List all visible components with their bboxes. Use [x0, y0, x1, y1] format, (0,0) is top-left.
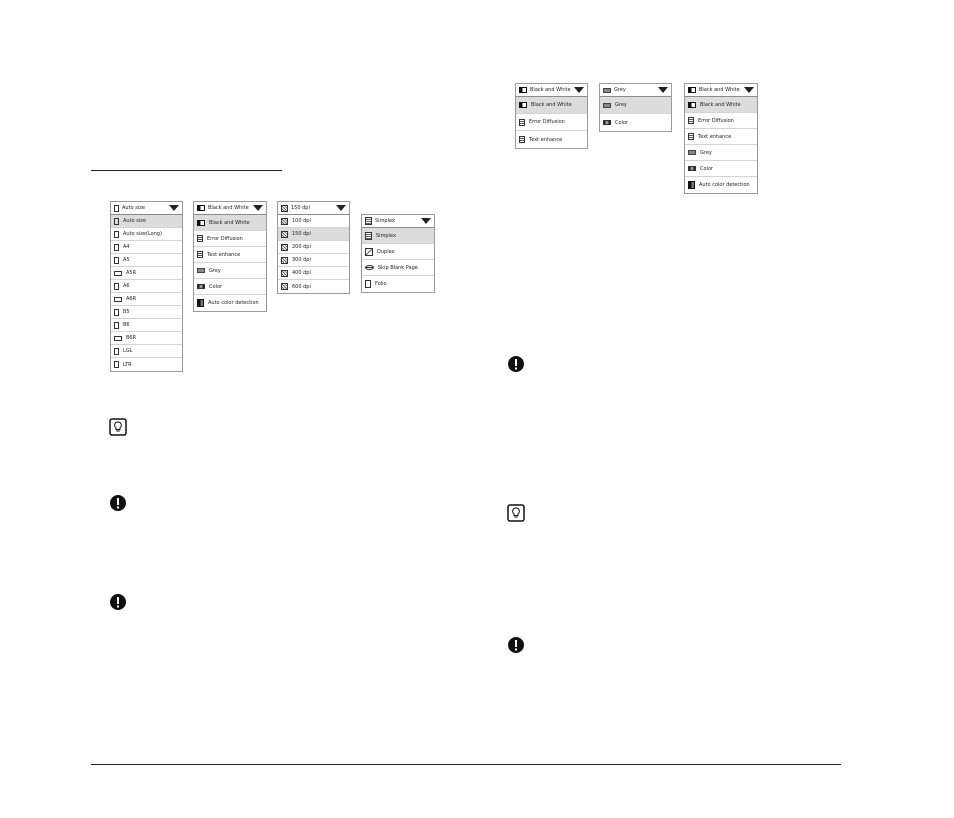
- dropdown-option-label: 600 dpi: [292, 283, 311, 290]
- dropdown-option-label: 300 dpi: [292, 257, 311, 263]
- dropdown-option-label: B6R: [126, 335, 137, 341]
- dpi-icon: [281, 231, 288, 238]
- dropdown-option-label: Simplex: [376, 232, 396, 239]
- dropdown-option[interactable]: [685, 161, 757, 177]
- dropdown-option-label: 100 dpi: [292, 218, 311, 224]
- dropdown-option-label: Text enhance: [698, 133, 732, 140]
- dropdown-option[interactable]: [111, 345, 182, 358]
- dropdown-option-label: Black and White: [700, 101, 741, 108]
- grey-icon: [197, 268, 205, 273]
- dropdown-option-label: Color: [209, 283, 223, 290]
- dropdown-option-label: Auto color detection: [208, 300, 259, 306]
- dropdown-option[interactable]: [111, 228, 182, 241]
- dropdown-option-label: Color: [615, 119, 629, 126]
- dropdown-option[interactable]: [600, 97, 671, 114]
- black-and-white-icon: [688, 102, 696, 108]
- dpi-icon: [281, 205, 288, 212]
- dropdown-option[interactable]: [685, 145, 757, 161]
- exclamation-important-icon: [109, 593, 127, 611]
- dropdown-option[interactable]: [278, 215, 349, 228]
- skip-blank-page-icon: [365, 265, 374, 270]
- chevron-down-icon[interactable]: [336, 205, 346, 211]
- dropdown-header[interactable]: [194, 202, 266, 215]
- landscape-page-icon: [114, 336, 122, 341]
- black-and-white-icon: [519, 87, 527, 93]
- dropdown-option-label: A6R: [126, 296, 137, 302]
- chevron-down-icon[interactable]: [169, 205, 179, 211]
- black-and-white-icon: [197, 205, 205, 211]
- color-mode-dropdown-right[interactable]: [684, 83, 758, 194]
- chevron-down-icon[interactable]: [421, 218, 431, 224]
- exclamation-important-icon: [109, 494, 127, 512]
- dropdown-option[interactable]: [685, 97, 757, 113]
- dropdown-option[interactable]: [362, 260, 434, 276]
- dropdown-option[interactable]: [194, 231, 266, 247]
- color-icon: [688, 166, 696, 171]
- dropdown-option-label: Text enhance: [529, 136, 563, 143]
- exclamation-important-icon: [507, 636, 525, 654]
- dropdown-option[interactable]: [111, 254, 182, 267]
- dropdown-option[interactable]: [111, 241, 182, 254]
- dropdown-option[interactable]: [362, 244, 434, 260]
- resolution-dropdown[interactable]: [277, 201, 350, 294]
- color-mode-dropdown[interactable]: [193, 201, 267, 312]
- dropdown-option-label: Auto size(Long): [123, 231, 162, 237]
- simplex-icon: [365, 217, 372, 225]
- dpi-icon: [281, 283, 288, 290]
- duplex-icon: [365, 248, 373, 256]
- footer-rule: [91, 764, 841, 765]
- grey-dropdown[interactable]: [599, 83, 672, 132]
- dropdown-option[interactable]: [111, 280, 182, 293]
- dropdown-option[interactable]: [278, 267, 349, 280]
- dropdown-option-label: Black and White: [531, 102, 572, 108]
- dropdown-option-label: Duplex: [377, 248, 395, 255]
- chevron-down-icon[interactable]: [574, 87, 584, 93]
- dropdown-option-label: Color: [700, 165, 714, 172]
- auto-color-icon: [688, 181, 695, 189]
- dropdown-header[interactable]: [278, 202, 349, 215]
- dropdown-option-label: Grey: [615, 102, 627, 108]
- dropdown-option-label: A6: [123, 283, 130, 289]
- black-and-white-icon: [519, 102, 527, 108]
- dropdown-option-label: Grey: [209, 267, 221, 274]
- dropdown-option[interactable]: [194, 247, 266, 263]
- section-heading-rule: [91, 170, 282, 171]
- dropdown-selected-value: Black and White: [530, 87, 571, 93]
- color-icon: [603, 120, 611, 125]
- dropdown-selected-value: 150 dpi: [291, 205, 310, 211]
- dropdown-option[interactable]: [278, 254, 349, 267]
- dropdown-option[interactable]: [194, 295, 266, 311]
- dropdown-option-label: LGL: [123, 348, 133, 354]
- dropdown-option[interactable]: [600, 114, 671, 131]
- dropdown-option[interactable]: [111, 293, 182, 306]
- dpi-icon: [281, 270, 288, 277]
- dropdown-option-label: Skip Blank Page: [378, 264, 418, 271]
- dropdown-option[interactable]: [111, 267, 182, 280]
- dropdown-option-label: 150 dpi: [292, 231, 311, 237]
- dropdown-option[interactable]: [516, 131, 587, 148]
- lightbulb-hint-icon: [109, 418, 127, 436]
- dropdown-option[interactable]: [516, 97, 587, 114]
- dropdown-option[interactable]: [685, 177, 757, 193]
- dropdown-option[interactable]: [278, 241, 349, 254]
- dropdown-option[interactable]: [111, 215, 182, 228]
- landscape-page-icon: [114, 271, 122, 276]
- dropdown-header[interactable]: [685, 84, 757, 97]
- dropdown-option-label: A5R: [126, 270, 137, 276]
- exclamation-important-icon: [507, 355, 525, 373]
- landscape-page-icon: [114, 297, 122, 302]
- page-size-dropdown[interactable]: [110, 201, 183, 372]
- dropdown-option-label: Auto color detection: [699, 182, 750, 188]
- black-and-white-dropdown[interactable]: [515, 83, 588, 149]
- black-and-white-icon: [197, 220, 205, 226]
- dropdown-option-label: 400 dpi: [292, 270, 311, 276]
- dropdown-option[interactable]: [685, 113, 757, 129]
- dropdown-option-label: LTR: [123, 361, 132, 368]
- dropdown-selected-value: Auto size: [122, 205, 145, 211]
- dropdown-option[interactable]: [194, 263, 266, 279]
- grey-icon: [603, 103, 611, 108]
- dropdown-selected-value: Grey: [614, 87, 626, 93]
- grey-icon: [603, 88, 611, 93]
- dropdown-header[interactable]: [600, 84, 671, 97]
- dpi-icon: [281, 218, 288, 225]
- dropdown-option[interactable]: [111, 306, 182, 319]
- dropdown-header[interactable]: [362, 215, 434, 228]
- dropdown-selected-value: Black and White: [699, 87, 740, 93]
- simplex-icon: [365, 232, 372, 240]
- dropdown-option[interactable]: [111, 358, 182, 371]
- dropdown-option-label: B5: [123, 309, 130, 315]
- dpi-icon: [281, 257, 288, 264]
- dropdown-option[interactable]: [194, 215, 266, 231]
- chevron-down-icon[interactable]: [658, 87, 668, 93]
- chevron-down-icon[interactable]: [744, 87, 754, 93]
- dropdown-option-label: A4: [123, 244, 130, 250]
- dropdown-option-label: Auto size: [123, 218, 146, 224]
- dropdown-selected-value: Black and White: [208, 205, 249, 211]
- dropdown-option[interactable]: [516, 114, 587, 131]
- dropdown-option[interactable]: [111, 319, 182, 332]
- dropdown-option-label: Folio: [375, 281, 387, 287]
- dropdown-option[interactable]: [111, 332, 182, 345]
- grey-icon: [688, 150, 696, 155]
- dpi-icon: [281, 244, 288, 251]
- dropdown-option[interactable]: [278, 228, 349, 241]
- dropdown-option[interactable]: [362, 276, 434, 292]
- dropdown-option[interactable]: [685, 129, 757, 145]
- dropdown-option-label: B6: [123, 322, 130, 328]
- dropdown-option[interactable]: [278, 280, 349, 293]
- chevron-down-icon[interactable]: [253, 205, 263, 211]
- dropdown-header[interactable]: [516, 84, 587, 97]
- dropdown-option[interactable]: [194, 279, 266, 295]
- dropdown-option-label: 200 dpi: [292, 244, 311, 250]
- auto-color-icon: [197, 299, 204, 307]
- dropdown-option-label: Error Diffusion: [698, 117, 734, 124]
- dropdown-option-label: Text enhance: [207, 251, 241, 258]
- dropdown-option-label: Error Diffusion: [529, 119, 565, 125]
- black-and-white-icon: [688, 87, 696, 93]
- color-icon: [197, 284, 205, 289]
- dropdown-option-label: Error Diffusion: [207, 235, 243, 242]
- lightbulb-hint-icon: [507, 504, 525, 522]
- dropdown-option-label: A5: [123, 257, 130, 263]
- dropdown-selected-value: Simplex: [375, 218, 395, 224]
- dropdown-option-label: Grey: [700, 149, 712, 156]
- dropdown-option[interactable]: [362, 228, 434, 244]
- scanning-side-dropdown[interactable]: [361, 214, 435, 293]
- dropdown-header[interactable]: [111, 202, 182, 215]
- dropdown-option-label: Black and White: [209, 219, 250, 226]
